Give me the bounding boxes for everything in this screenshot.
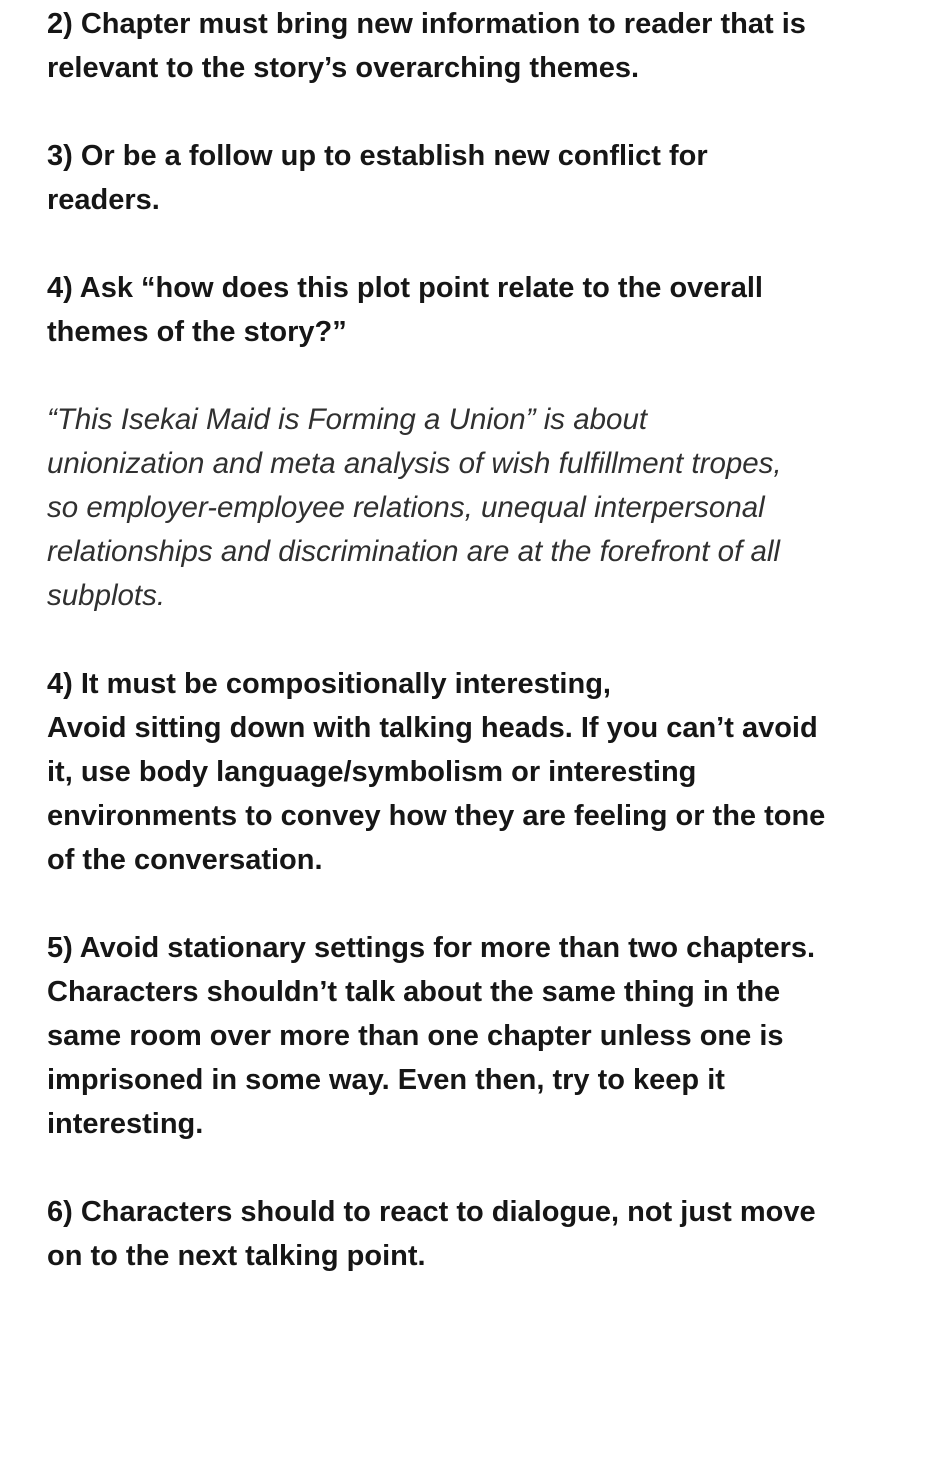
text-line: Avoid sitting down with talking heads. If you can’t avoid [47, 712, 818, 744]
text-line: imprisoned in some way. Even then, try to keep it [47, 1064, 725, 1096]
paragraph-rule-4-composition [47, 662, 900, 882]
text-line: 4) Ask “how does this plot point relate to the overall [47, 272, 763, 304]
paragraph-gap [47, 90, 900, 134]
text-line: “This Isekai Maid is Forming a Union” is about [47, 403, 648, 436]
text-line: 5) Avoid stationary settings for more than two chapters. [47, 932, 816, 964]
paragraph-rule-6 [47, 1190, 900, 1278]
text-line: interesting. [47, 1108, 204, 1140]
paragraph-gap [47, 222, 900, 266]
text-line: 4) It must be compositionally interesting, [47, 668, 611, 700]
text-line: so employer-employee relations, unequal interpersonal [47, 491, 765, 524]
text-line: readers. [47, 184, 160, 216]
text-line: relationships and discrimination are at the forefront of all [47, 535, 780, 568]
text-line: relevant to the story’s overarching themes. [47, 52, 640, 84]
text-line: unionization and meta analysis of wish fulfillment tropes, [47, 447, 782, 480]
text-line: 2) Chapter must bring new information to reader that is [47, 8, 806, 40]
paragraph-rule-5 [47, 926, 900, 1146]
text-line: same room over more than one chapter unless one is [47, 1020, 784, 1052]
paragraph-gap [47, 1146, 900, 1190]
paragraph-gap [47, 618, 900, 662]
paragraph-rule-4-ask [47, 266, 900, 354]
text-line: of the conversation. [47, 844, 323, 876]
paragraph-example-italic [47, 398, 900, 618]
text-line: environments to convey how they are feeling or the tone [47, 800, 826, 832]
text-line: Characters shouldn’t talk about the same thing in the [47, 976, 781, 1008]
paragraph-rule-2 [47, 2, 900, 90]
text-line: themes of the story?” [47, 316, 347, 348]
text-line: 3) Or be a follow up to establish new conflict for [47, 140, 708, 172]
text-line: subplots. [47, 579, 166, 612]
paragraph-rule-3 [47, 134, 900, 222]
paragraph-gap [47, 882, 900, 926]
text-line: 6) Characters should to react to dialogue, not just move [47, 1196, 816, 1228]
paragraph-gap [47, 354, 900, 398]
text-line: it, use body language/symbolism or interesting [47, 756, 697, 788]
text-line: on to the next talking point. [47, 1240, 426, 1272]
